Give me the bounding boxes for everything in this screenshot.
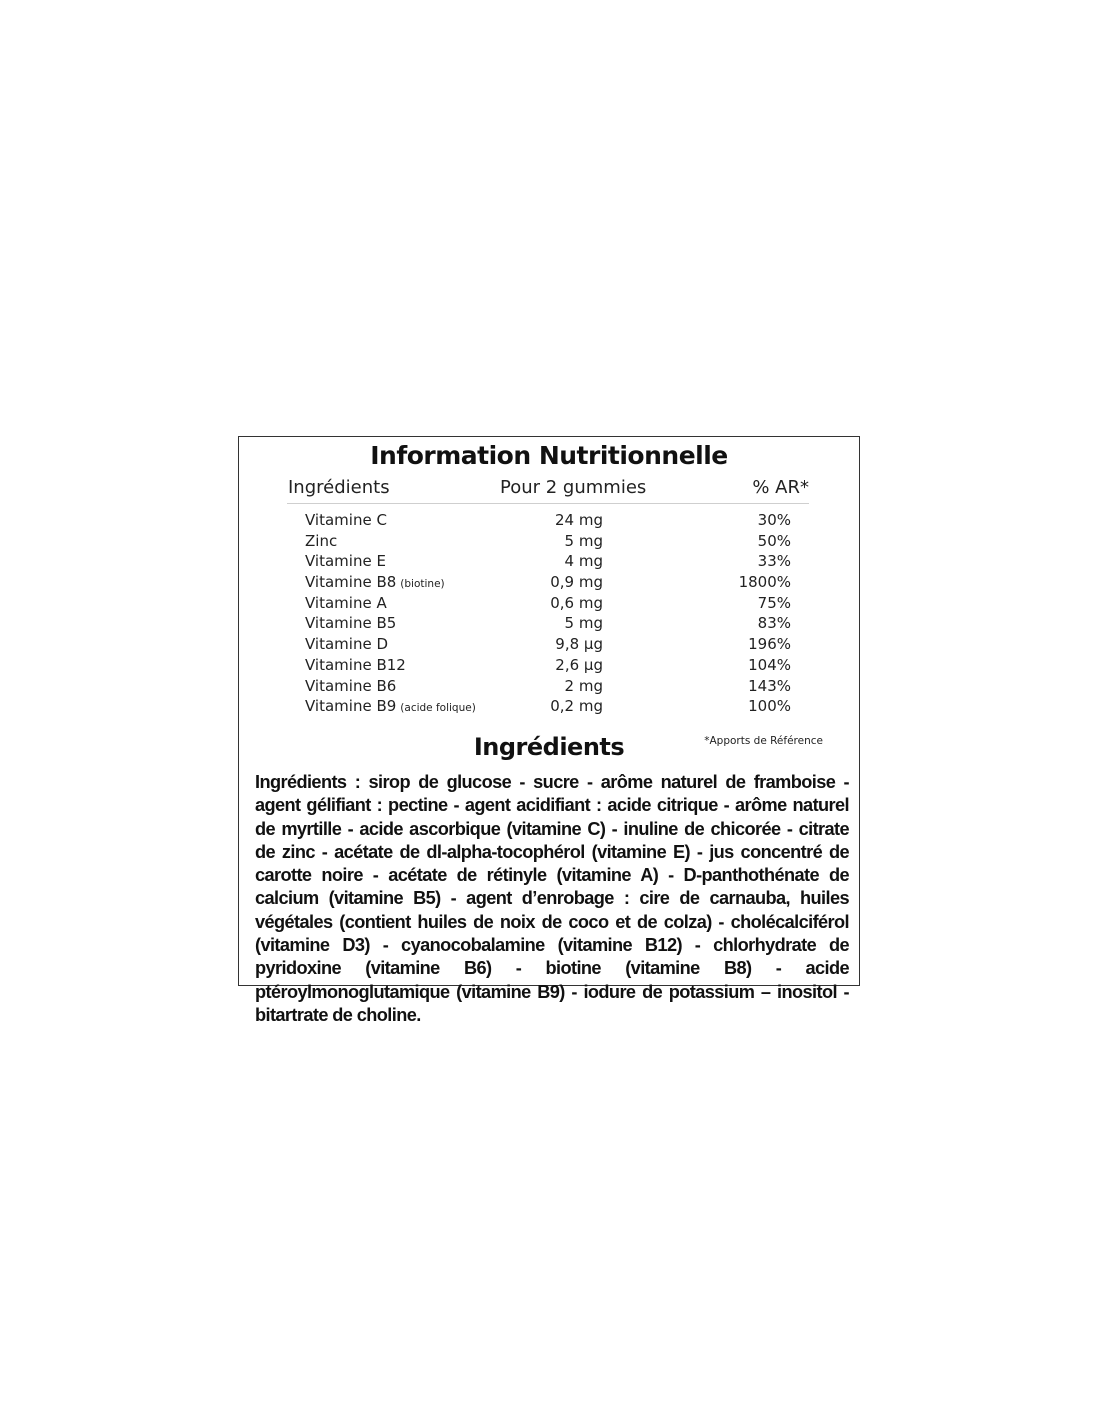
ingredients-title: Ingrédients <box>473 733 625 761</box>
nutrient-amount: 0,2 mg <box>550 697 603 716</box>
table-row <box>239 552 859 573</box>
nutrient-name <box>305 697 476 715</box>
column-header-ar: % AR* <box>752 477 809 498</box>
nutrient-table <box>239 511 859 718</box>
table-row <box>239 656 859 677</box>
nutrient-name-text: Zinc <box>305 531 338 550</box>
nutrient-amount: 4 mg <box>564 552 603 571</box>
column-header-ingredient: Ingrédients <box>288 477 390 498</box>
nutrient-name-text: Vitamine B6 <box>305 676 397 695</box>
nutrient-ar: 83% <box>757 614 791 633</box>
nutrient-name <box>305 656 406 674</box>
nutrient-amount: 0,6 mg <box>550 593 603 612</box>
nutrient-ar: 30% <box>757 511 791 529</box>
table-row <box>239 677 859 698</box>
nutrient-ar: 143% <box>748 676 791 695</box>
nutrient-name-text: Vitamine A <box>305 593 387 612</box>
table-row <box>239 635 859 656</box>
nutrient-amount: 2,6 µg <box>555 655 603 674</box>
table-row <box>239 594 859 615</box>
nutrient-name-text: Vitamine D <box>305 635 389 654</box>
nutrient-ar: 1800% <box>738 573 791 592</box>
nutrient-ar: 75% <box>757 593 791 612</box>
nutrient-ar: 33% <box>757 552 791 571</box>
nutrient-ar: 50% <box>757 531 791 550</box>
nutrient-ar: 196% <box>748 635 791 654</box>
ingredients-text: Ingrédients : sirop de glucose - sucre - arôme naturel de framboise - agent gélifiant : pectine - agent acidifiant : acide citrique - arôme naturel de myrtille - acide ascorbique (vitamine C) - inuline de chicorée - citrate de zinc - acétate de dl-alpha-tocophérol (vitamine E) - jus concentré de carotte noire - acétate de rétinyle (vitamine A) - D-panthothénate de calcium (vitamine B5) - agent d’enrobage : cire de carnauba, huiles végétales (contient huiles de noix de coco et de colza) - cholécalciférol (vitamine D3) - cyanocobalamine (vitamine B12) - chlorhydrate de pyridoxine (vitamine B6) - biotine (vitamine B8) - acide ptéroylmonoglutamique (vitamine B9) - iodure de potassium – inositol - bitartrate de choline. <box>255 772 849 1025</box>
nutrient-name-text: Vitamine B8 <box>305 573 397 592</box>
nutrient-name <box>305 614 396 632</box>
nutrient-note: (biotine) <box>400 578 445 591</box>
nutrition-label <box>238 436 860 1025</box>
table-row <box>239 532 859 553</box>
nutrient-note: (acide folique) <box>400 702 476 715</box>
table-row <box>239 573 859 594</box>
nutrient-name-text: Vitamine B5 <box>305 614 397 633</box>
column-header-amount: Pour 2 gummies <box>500 477 647 498</box>
nutrient-amount: 0,9 mg <box>550 573 603 592</box>
nutrient-name <box>305 677 396 695</box>
table-row <box>239 614 859 635</box>
nutrient-name <box>305 552 386 570</box>
nutrient-name-text: Vitamine B9 <box>305 697 397 716</box>
nutrient-ar: 100% <box>748 697 791 716</box>
nutrient-name <box>305 573 445 591</box>
nutrient-amount: 24 mg <box>555 511 603 529</box>
nutrient-name-text: Vitamine E <box>305 552 386 571</box>
nutrient-name-text: Vitamine B12 <box>305 655 406 674</box>
header-divider <box>287 503 809 504</box>
nutrient-amount: 9,8 µg <box>555 635 603 654</box>
nutrient-name <box>305 635 388 653</box>
table-row <box>239 697 859 718</box>
table-row <box>239 511 859 532</box>
nutrient-name <box>305 532 337 550</box>
nutrient-name-text: Vitamine C <box>305 511 387 529</box>
label-title: Information Nutritionnelle <box>370 441 728 470</box>
nutrient-amount: 5 mg <box>564 531 603 550</box>
nutrient-name <box>305 594 387 612</box>
nutrient-name <box>305 511 387 529</box>
nutrient-amount: 5 mg <box>564 614 603 633</box>
footnote: *Apports de Référence <box>704 735 823 747</box>
nutrient-ar: 104% <box>748 655 791 674</box>
nutrient-amount: 2 mg <box>564 676 603 695</box>
